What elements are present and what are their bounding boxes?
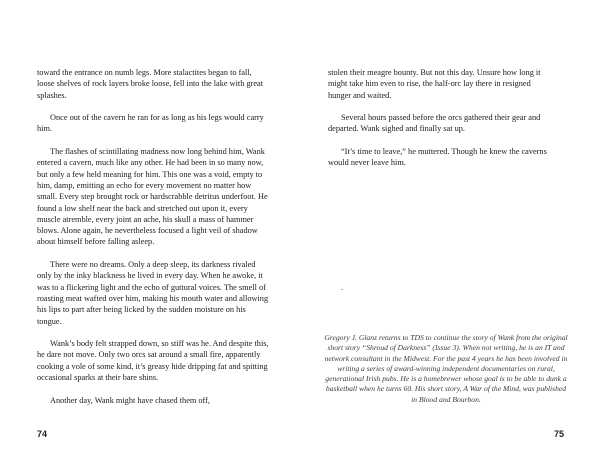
paragraph: Once out of the cavern he ran for as long as his legs would carry him. — [37, 113, 264, 134]
paragraph: toward the entrance on numb legs. More stalactites began to fall, loose shelves of rock layers broke loose, fell into the lake with great splashes. — [37, 68, 264, 100]
paragraph: “It’s time to leave,” he muttered. Though he knew the caverns would never leave him. — [328, 147, 547, 168]
author-bio: Gregory J. Glanz returns to TDS to continue the story of Wank from the original short story “Shroud of Darkness” (Issue 3). When not writing, he is an IT and network consultant in the Midwest. For the past 4 years he has been involved in writing a series of award-winning independent documentaries on rural, generational Irish pubs. He is a homebrewer whose goal is to be able to dunk a basketball when he turns 60. His short story, A War of the Mind, was published in Blood and Bourbon. — [324, 333, 568, 404]
right-page-body — [328, 67, 554, 180]
page-number-right: 75 — [554, 429, 565, 439]
page-number-left: 74 — [37, 429, 48, 439]
section-separator: . — [341, 283, 343, 292]
paragraph: Another day, Wank might have chased them off, — [50, 395, 211, 405]
paragraph: Wank’s body felt strapped down, so stiff was he. And despite this, he dare not move. Only two orcs sat around a small fire, apparently cooking a vole of some kind, it’s greasy hide dripping fat and spitting occasional sparks at their bare shins. — [37, 339, 269, 383]
paragraph: stolen their meagre bounty. But not this day. Unsure how long it might take him even to rise, the half-orc lay there in resigned hunger and waited. — [328, 68, 541, 100]
paragraph: The flashes of scintillating madness now long behind him, Wank entered a cavern, much like any other. He had been in so many now, but only a few held meaning for him. This one was a void, empty to him, damp, emitting an echo for every movement no matter how small. Every step brought rock or hardscrabble detritus underfoot. He found a low shelf near the back and stretched out upon it, every muscle atremble, every joint an ache, his skull a mass of hammer blows. Alone again, he nevertheless focused a light veil of shadow about himself before falling asleep. — [37, 147, 268, 247]
left-page-body — [37, 67, 269, 417]
paragraph: Several hours passed before the orcs gathered their gear and departed. Wank sighed and finally sat up. — [328, 113, 541, 134]
paragraph: There were no dreams. Only a deep sleep, its darkness rivaled only by the inky blackness he lived in every day. When he awoke, it was to a flickering light and the echo of guttural voices. The smell of roasting meat wafted over him, making his mouth water and allowing his lips to part after being licked by the sudden moisture on his tongue. — [37, 260, 269, 326]
right-page — [300, 0, 600, 463]
